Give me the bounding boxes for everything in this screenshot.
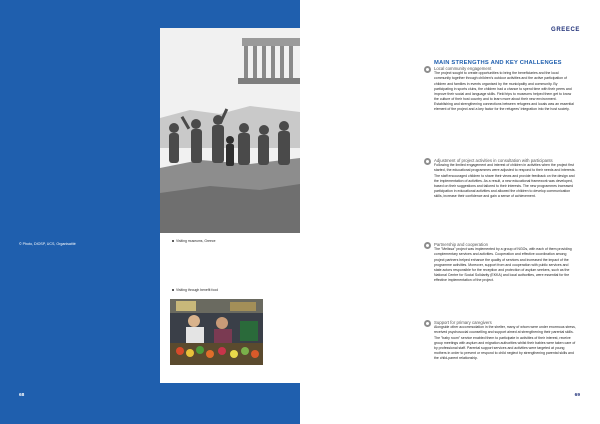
section-body: The "Melissa" project was implemented by a group of NGOs, with each of them providing complementary services and activities. Cooperation and effective coordination among project partners helped enhance the quality of services and increased the impact of the programme activities. Moreover, support from and cooperation with public services and state actors responsible for the reception and protection of asylum seekers, such as the National Centre for Social Solidarity (EKKA) and local authorities, were essential for the effective implementation of the project. [434,247,572,283]
section-heading: Adjustment of project activities in consultation with participants [434,158,553,163]
caption-panel [160,233,300,383]
section-heading: Local community engagement [434,66,492,71]
section-body: Following the limited engagement and interest of children in activities when the project first started, the educational programmes were adjusted to respond to their needs and interests. The staff encouraged children to share their views and provide feedback on the design and the implementation of activities. As a result, a new educational framework was developed, based on their suggestions and tailored to their interests. The new programmes increased participation in educational activities and allowed the children to develop communication skills, increase their confidence and gain a sense of achievement. [434,163,576,199]
section-local-community [434,66,576,113]
food-market-photo [170,299,263,365]
section-body: Alongside other accommodation in the shelter, many of whom were under enormous stress, received psychosocial counselling and support aimed at strengthening their parental skills. The "baby room" service enabled them to participate in activities of their interest, receive group meetings with asylum and migration authorities whilst their babies were taken care of by professional staff. Parental support services and activities were targeted at young mothers in order to prevent or respond to child neglect by strengthening parental skills and the child-parent relationship. [434,325,576,361]
country-label: GREECE [551,27,580,33]
section-heading: Support for primary caregivers [434,320,492,325]
photo-credit: © Photo, DIOSP, UCS, Organisatité [19,242,76,246]
section-bullet-icon [424,66,431,73]
section-bullet-icon [424,242,431,249]
section-body: The project sought to create opportunities to bring the beneficiaries and the local community together through children's outdoor activities and the active participation of children and families in events organised by the municipality and community. By participating in sports clubs, the children had a chance to spend time with their peers and improve their social and language skills. Field trips to museums helped them get to know the culture of their host country and to learn more about their new environment. Establishing and strengthening connections between refugees and locals was an essential element of the project and a key factor for the refugees' integration into the host society. [434,71,574,112]
right-page [300,0,600,424]
section-bullet-icon [424,158,431,165]
section-heading: Partnership and cooperation [434,242,488,247]
photo-caption: Visiting through benefit food [172,288,218,292]
section-title: MAIN STRENGTHS AND KEY CHALLENGES [434,60,562,66]
section-adjustment [434,158,576,199]
page-number-right: 69 [574,393,580,398]
section-caregivers [434,320,576,361]
section-partnership [434,242,576,283]
children-group-photo [160,28,300,233]
page-number-left: 68 [19,393,25,398]
photo-caption: Visiting museums, Greece [172,239,216,243]
section-bullet-icon [424,320,431,327]
